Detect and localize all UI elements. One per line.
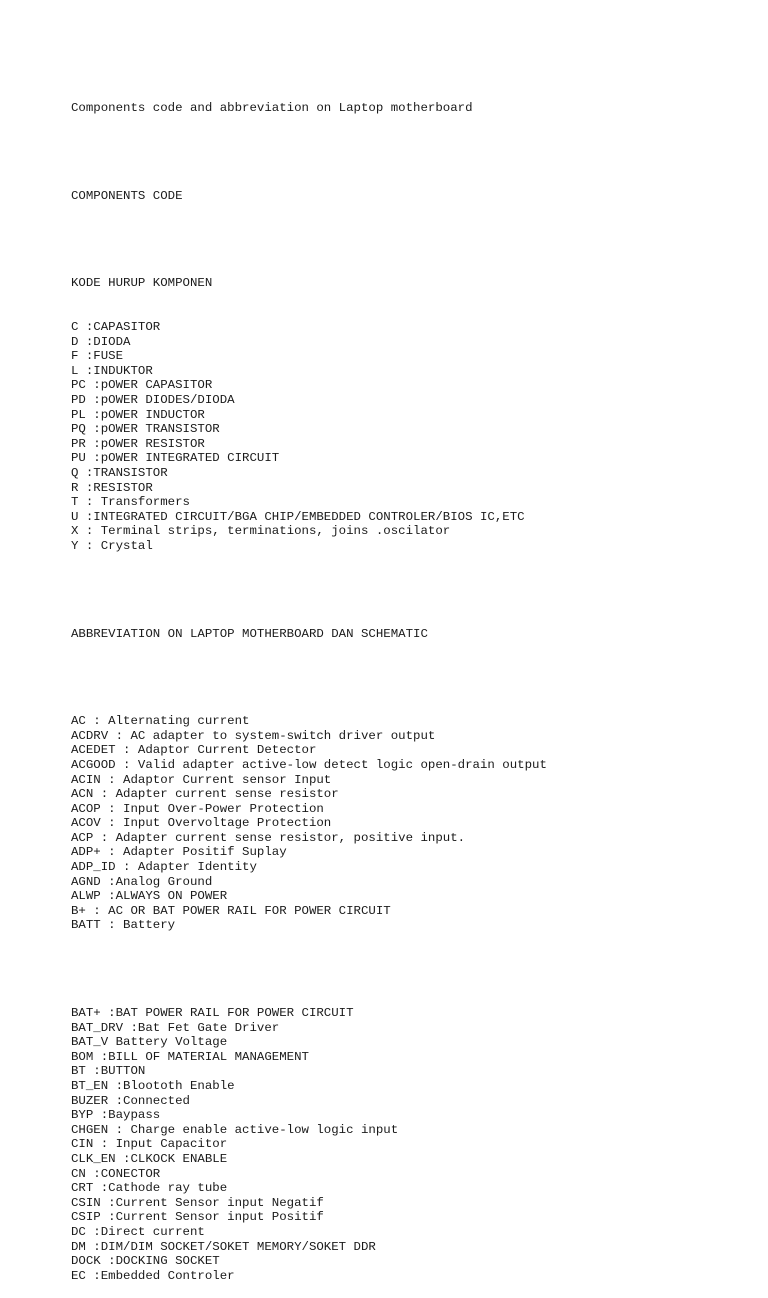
abbreviation-item: CRT :Cathode ray tube bbox=[71, 1181, 228, 1196]
abbreviation-item: CHGEN : Charge enable active-low logic input bbox=[71, 1122, 399, 1137]
abbreviation-item: ACN : Adapter current sense resistor bbox=[71, 787, 339, 802]
abbreviation-item: CLK_EN :CLKOCK ENABLE bbox=[71, 1151, 228, 1166]
abbreviation-item: DM :DIM/DIM SOCKET/SOKET MEMORY/SOKET DDR bbox=[71, 1239, 376, 1254]
abbreviation-item: DC :Direct current bbox=[71, 1224, 205, 1239]
document-title: Components code and abbreviation on Laptop motherboard bbox=[71, 101, 473, 116]
component-code-item: PC :pOWER CAPASITOR bbox=[71, 378, 213, 393]
component-code-item: R :RESISTOR bbox=[71, 480, 153, 495]
component-code-item: F :FUSE bbox=[71, 349, 124, 364]
abbreviation-item: DOCK :DOCKING SOCKET bbox=[71, 1254, 220, 1269]
abbreviation-item: CN :CONECTOR bbox=[71, 1166, 161, 1181]
abbreviation-item: B+ : AC OR BAT POWER RAIL FOR POWER CIRCUIT bbox=[71, 903, 391, 918]
abbreviation-item: ALWP :ALWAYS ON POWER bbox=[71, 889, 228, 904]
abbreviation-item: ADP_ID : Adapter Identity bbox=[71, 860, 257, 875]
section-heading-components-code: COMPONENTS CODE bbox=[71, 188, 183, 203]
abbreviation-item: CSIP :Current Sensor input Positif bbox=[71, 1210, 324, 1225]
component-code-item: PU :pOWER INTEGRATED CIRCUIT bbox=[71, 451, 280, 466]
section-subheading-kode-hurup: KODE HURUP KOMPONEN bbox=[71, 276, 213, 291]
component-code-item: Q :TRANSISTOR bbox=[71, 466, 168, 481]
abbreviation-item: ACP : Adapter current sense resistor, positive input. bbox=[71, 830, 466, 845]
component-code-item: U :INTEGRATED CIRCUIT/BGA CHIP/EMBEDDED CONTROLER/BIOS IC,ETC bbox=[71, 509, 525, 524]
component-code-item: T : Transformers bbox=[71, 495, 190, 510]
abbreviation-item: ACOP : Input Over-Power Protection bbox=[71, 801, 324, 816]
abbreviation-item: CIN : Input Capacitor bbox=[71, 1137, 228, 1152]
component-code-item: L :INDUKTOR bbox=[71, 363, 153, 378]
component-code-item: D :DIODA bbox=[71, 334, 131, 349]
abbreviation-item: BATT : Battery bbox=[71, 918, 176, 933]
abbreviation-item: BAT_V Battery Voltage bbox=[71, 1035, 228, 1050]
component-codes-list bbox=[71, 320, 748, 554]
spacer bbox=[71, 670, 748, 685]
abbreviation-item: ACDRV : AC adapter to system-switch driver output bbox=[71, 728, 436, 743]
abbreviation-item: CSIN :Current Sensor input Negatif bbox=[71, 1195, 324, 1210]
component-code-item: X : Terminal strips, terminations, joins .oscilator bbox=[71, 524, 451, 539]
abbreviation-item: AGND :Analog Ground bbox=[71, 874, 213, 889]
abbreviation-item: AC : Alternating current bbox=[71, 714, 250, 729]
section-heading-abbreviation: ABBREVIATION ON LAPTOP MOTHERBOARD DAN SCHEMATIC bbox=[71, 626, 428, 641]
abbreviation-item: BUZER :Connected bbox=[71, 1093, 190, 1108]
abbreviation-item: BT :BUTTON bbox=[71, 1064, 146, 1079]
abbreviation-list-1 bbox=[71, 714, 748, 933]
spacer bbox=[71, 145, 748, 160]
component-code-item: PQ :pOWER TRANSISTOR bbox=[71, 422, 220, 437]
abbreviation-item: BAT_DRV :Bat Fet Gate Driver bbox=[71, 1020, 280, 1035]
abbreviation-item: ACOV : Input Overvoltage Protection bbox=[71, 816, 332, 831]
abbreviation-list-2 bbox=[71, 1006, 748, 1283]
abbreviation-item: ACGOOD : Valid adapter active-low detect logic open-drain output bbox=[71, 757, 547, 772]
component-code-item: PL :pOWER INDUCTOR bbox=[71, 407, 205, 422]
abbreviation-item: ACIN : Adaptor Current sensor Input bbox=[71, 772, 332, 787]
spacer bbox=[71, 962, 748, 977]
component-code-item: C :CAPASITOR bbox=[71, 320, 161, 335]
abbreviation-item: BOM :BILL OF MATERIAL MANAGEMENT bbox=[71, 1049, 309, 1064]
abbreviation-item: EC :Embedded Controler bbox=[71, 1268, 235, 1283]
component-code-item: PD :pOWER DIODES/DIODA bbox=[71, 393, 235, 408]
component-code-item: PR :pOWER RESISTOR bbox=[71, 436, 205, 451]
abbreviation-item: BAT+ :BAT POWER RAIL FOR POWER CIRCUIT bbox=[71, 1006, 354, 1020]
abbreviation-item: ADP+ : Adapter Positif Suplay bbox=[71, 845, 287, 860]
document-page bbox=[71, 72, 748, 1298]
spacer bbox=[71, 233, 748, 248]
spacer bbox=[71, 583, 748, 598]
component-code-item: Y : Crystal bbox=[71, 539, 153, 553]
abbreviation-item: BYP :Baypass bbox=[71, 1108, 161, 1123]
abbreviation-item: ACEDET : Adaptor Current Detector bbox=[71, 743, 317, 758]
abbreviation-item: BT_EN :Bloototh Enable bbox=[71, 1078, 235, 1093]
